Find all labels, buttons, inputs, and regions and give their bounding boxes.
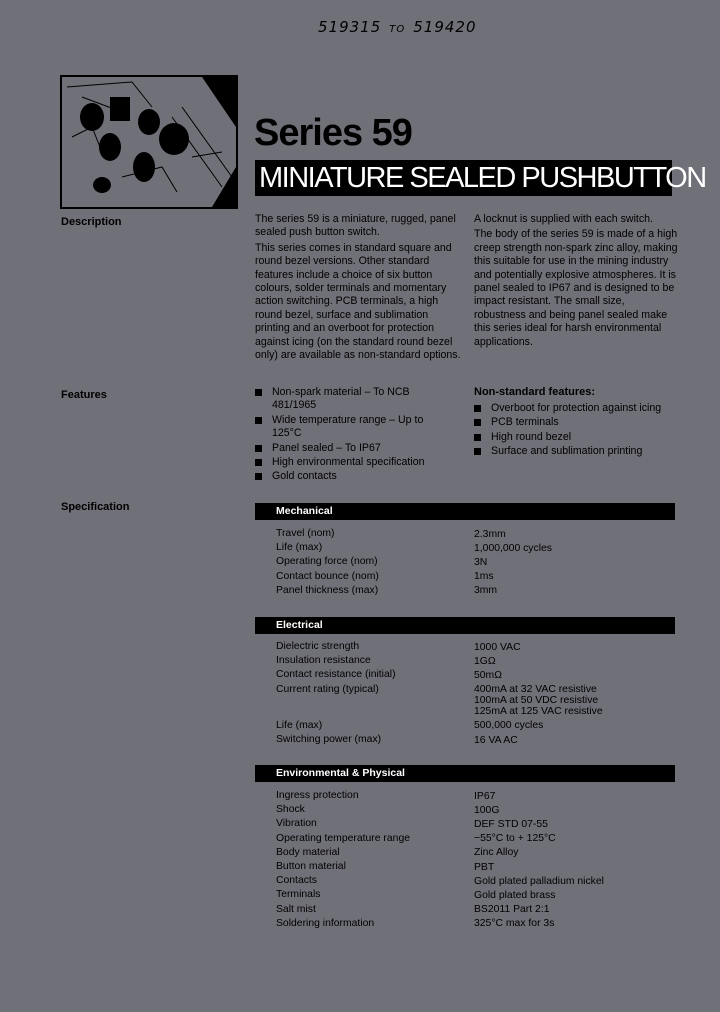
nonstandard-heading: Non-standard features: <box>474 386 596 398</box>
spec-row <box>276 917 676 931</box>
feature-item: High environmental specification <box>255 456 445 469</box>
spec-value: 50mΩ <box>474 670 502 681</box>
spec-value: BS2011 Part 2:1 <box>474 904 550 916</box>
features-label: Features <box>61 389 107 401</box>
description-paragraph: This series comes in standard square and round bezel versions. Other standard features include a choice of six button colours, solder terminals and momentary action switching. PCB terminals, a high round bezel, surface and sublimation printing and an overboot for protection against icing (on the standard round bezel only) are available as non-standard options. <box>255 241 461 362</box>
spec-row <box>276 888 676 902</box>
description-column-1 <box>255 213 465 364</box>
nonstandard-features-list <box>474 402 684 459</box>
description-paragraph: A locknut is supplied with each switch. <box>474 213 654 225</box>
spec-key: Button material <box>276 861 346 873</box>
feature-item: Gold contacts <box>255 470 445 483</box>
handwritten-part-range <box>318 18 477 36</box>
description-paragraph: The body of the series 59 is made of a high creep strength non-spark zinc alloy, making this suitable for use in the mining industry and potentially explosive atmospheres. It is panel sealed to IP67 and is designed to be impact resistant. The small size, robustness and being panel sealed make this series ideal for harsh environmental applications. <box>474 228 678 348</box>
spec-row <box>276 846 676 860</box>
feature-item: PCB terminals <box>474 416 684 429</box>
spec-key: Life (max) <box>276 542 323 554</box>
description-label: Description <box>61 216 122 228</box>
spec-key: Shock <box>276 804 305 816</box>
spec-key: Vibration <box>276 818 317 830</box>
spec-value: DEF STD 07-55 <box>474 819 548 830</box>
spec-row <box>276 803 676 817</box>
spec-row <box>276 555 676 569</box>
spec-value: 100G <box>474 804 500 816</box>
range-from: 519315 <box>318 18 382 36</box>
spec-value: 3mm <box>474 585 498 597</box>
spec-key: Contacts <box>276 875 318 887</box>
spec-value: 325°C max for 3s <box>474 918 555 930</box>
spec-key: Dielectric strength <box>276 641 360 652</box>
specification-label: Specification <box>61 501 130 513</box>
product-photo <box>60 75 238 209</box>
range-to-word: TO <box>389 24 406 35</box>
spec-row <box>276 832 676 846</box>
spec-key: Operating temperature range <box>276 832 411 844</box>
spec-key: Life (max) <box>276 719 323 731</box>
spec-value: 3N <box>474 557 488 568</box>
spec-value: 1ms <box>474 571 494 583</box>
spec-key: Salt mist <box>276 903 316 915</box>
spec-value: 1GΩ <box>474 655 496 667</box>
spec-value: 500,000 cycles <box>474 720 544 732</box>
spec-value: 2.3mm <box>474 528 506 540</box>
standard-features-list <box>255 386 445 485</box>
spec-row <box>276 860 676 874</box>
spec-row <box>276 654 676 668</box>
electrical-table <box>276 640 676 747</box>
spec-key: Body material <box>276 846 340 858</box>
spec-row <box>276 817 676 831</box>
description-column-2 <box>474 213 679 351</box>
spec-value: IP67 <box>474 790 496 802</box>
feature-item: Panel sealed – To IP67 <box>255 442 445 455</box>
spec-value: 16 VA AC <box>474 734 518 746</box>
spec-key: Ingress protection <box>276 790 359 801</box>
spec-key: Panel thickness (max) <box>276 584 379 596</box>
spec-row <box>276 668 676 682</box>
spec-value: Gold plated brass <box>474 890 556 902</box>
spec-value: Gold plated palladium nickel <box>474 875 604 887</box>
feature-item: Surface and sublimation printing <box>474 445 684 458</box>
spec-row <box>276 683 676 719</box>
description-paragraph: The series 59 is a miniature, rugged, panel sealed push button switch. <box>255 213 456 239</box>
spec-row <box>276 719 676 733</box>
spec-row <box>276 570 676 584</box>
feature-item: Non-spark material – To NCB 481/1965 <box>255 386 445 413</box>
spec-key: Soldering information <box>276 917 375 929</box>
spec-value: PBT <box>474 861 495 873</box>
spec-value: 400mA at 32 VAC resistive 100mA at 50 VDC resistive 125mA at 125 VAC resistive <box>474 684 603 718</box>
spec-row <box>276 527 676 541</box>
spec-key: Travel (nom) <box>276 528 335 539</box>
spec-value: Zinc Alloy <box>474 847 519 859</box>
product-subtitle-banner: MINIATURE SEALED PUSHBUTTON <box>255 160 672 196</box>
spec-row <box>276 903 676 917</box>
environmental-table <box>276 789 676 931</box>
spec-key: Contact resistance (initial) <box>276 669 396 681</box>
spec-key: Terminals <box>276 889 321 901</box>
feature-item: Wide temperature range – Up to 125°C <box>255 414 445 441</box>
spec-row <box>276 789 676 803</box>
spec-value: 1000 VAC <box>474 641 521 653</box>
series-title: Series 59 <box>254 112 412 154</box>
mechanical-header: Mechanical <box>255 503 675 520</box>
spec-row <box>276 541 676 555</box>
mechanical-table <box>276 527 676 598</box>
spec-row <box>276 874 676 888</box>
environmental-header: Environmental & Physical <box>255 765 675 782</box>
spec-row <box>276 584 676 598</box>
spec-row <box>276 640 676 654</box>
spec-value: 1,000,000 cycles <box>474 542 552 554</box>
spec-key: Switching power (max) <box>276 734 382 745</box>
feature-item: Overboot for protection against icing <box>474 402 684 415</box>
feature-item: High round bezel <box>474 431 684 444</box>
range-to: 519420 <box>413 18 477 36</box>
spec-row <box>276 733 676 747</box>
electrical-header: Electrical <box>255 617 675 634</box>
spec-key: Contact bounce (nom) <box>276 570 379 582</box>
spec-key: Insulation resistance <box>276 655 371 667</box>
spec-key: Operating force (nom) <box>276 556 378 568</box>
spec-value: −55°C to + 125°C <box>474 833 556 845</box>
spec-key: Current rating (typical) <box>276 683 379 695</box>
nonstandard-features <box>474 386 684 460</box>
